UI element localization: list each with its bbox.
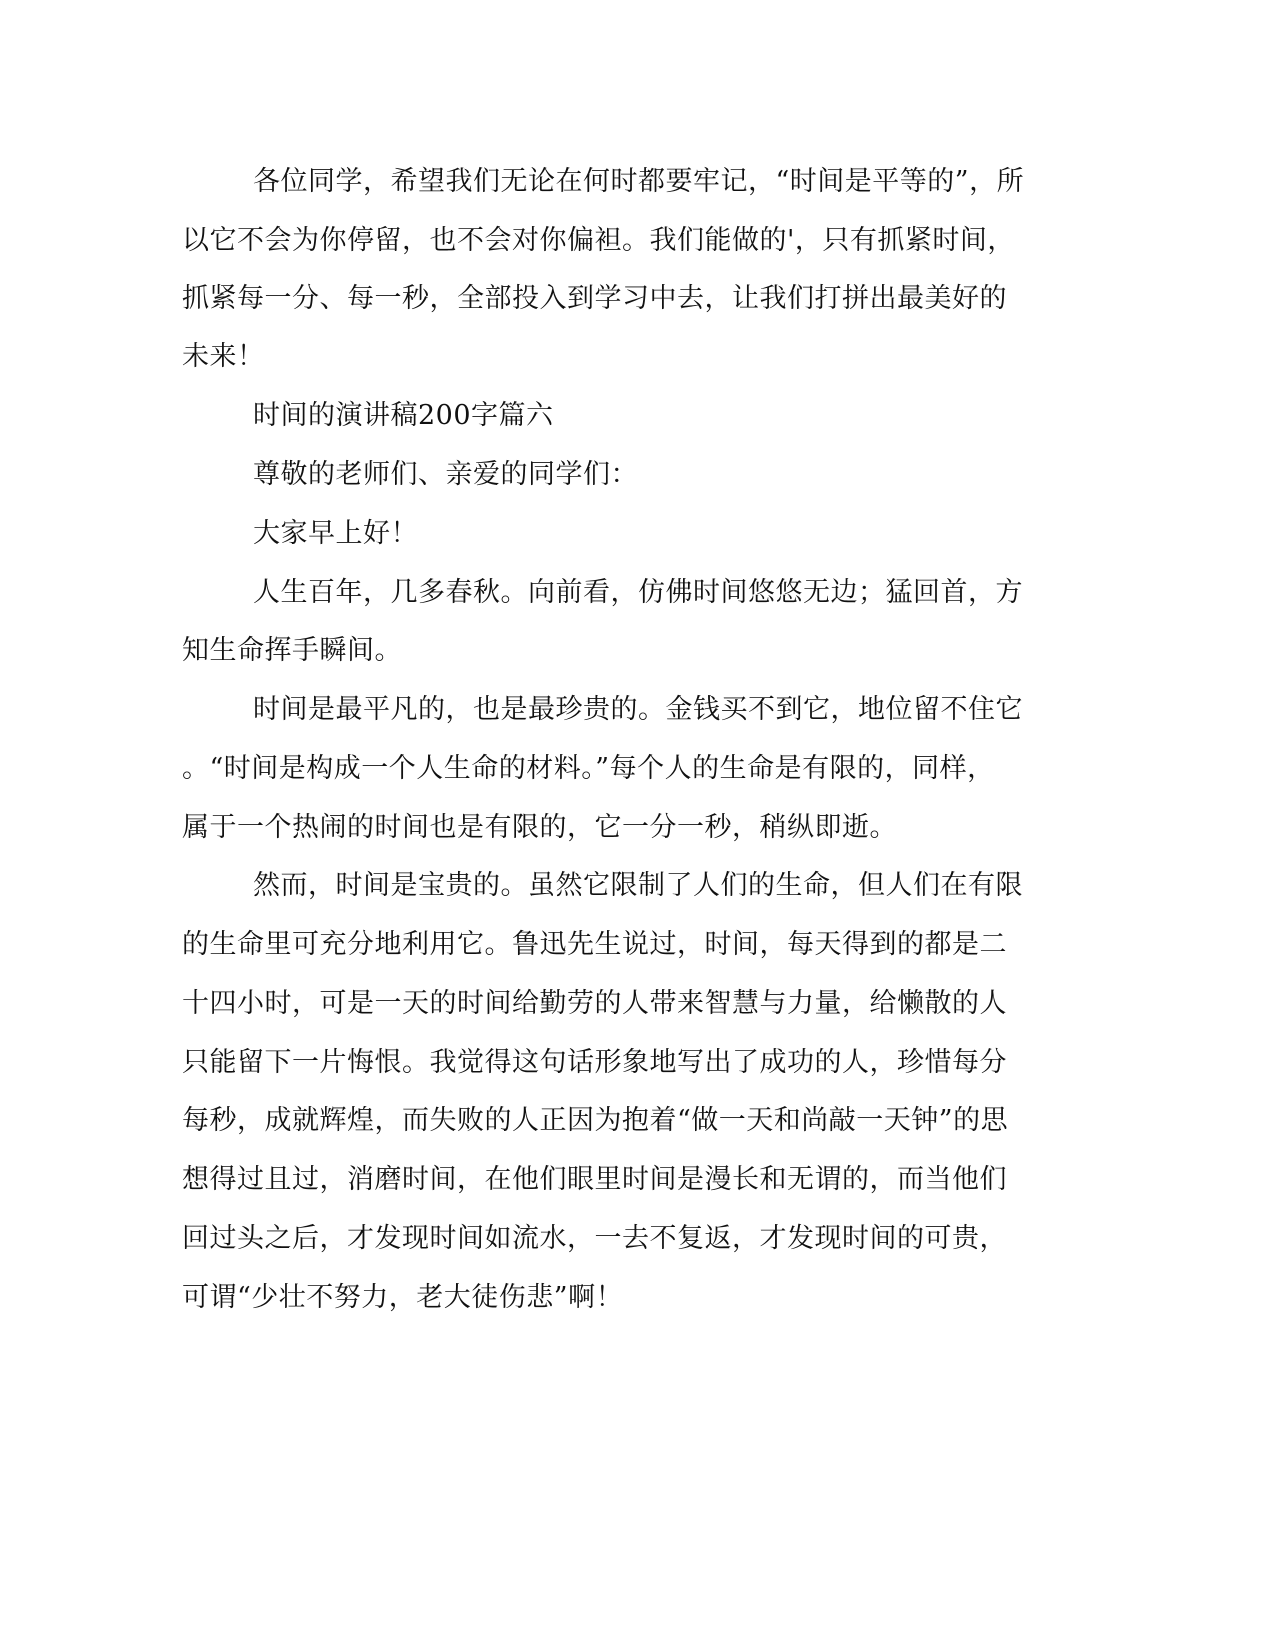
paragraph-line: 以它不会为你停留，也不会对你偏袒。我们能做的'，只有抓紧时间， — [182, 225, 1015, 256]
paragraph-line: 属于一个热闹的时间也是有限的，它一分一秒，稍纵即逝。 — [182, 812, 897, 843]
paragraph-line: 每秒，成就辉煌，而失败的人正因为抱着“做一天和尚敲一天钟”的思 — [182, 1105, 1009, 1136]
paragraph-line: 未来！ — [182, 341, 265, 372]
paragraph-line: 的生命里可充分地利用它。鲁迅先生说过，时间，每天得到的都是二 — [182, 929, 1007, 960]
greeting: 大家早上好！ — [253, 518, 418, 549]
paragraph-line: 人生百年，几多春秋。向前看，仿佛时间悠悠无边；猛回首，方 — [253, 577, 1023, 608]
paragraph-line: 可谓“少壮不努力，老大徒伤悲”啊！ — [182, 1282, 624, 1313]
paragraph-line: 十四小时，可是一天的时间给勤劳的人带来智慧与力量，给懒散的人 — [182, 988, 1007, 1019]
paragraph-line: 然而，时间是宝贵的。虽然它限制了人们的生命，但人们在有限 — [253, 870, 1023, 901]
paragraph-line: 想得过且过，消磨时间，在他们眼里时间是漫长和无谓的，而当他们 — [182, 1164, 1007, 1195]
paragraph-line: 回过头之后，才发现时间如流水，一去不复返，才发现时间的可贵， — [182, 1223, 1007, 1254]
paragraph-line: 抓紧每一分、每一秒，全部投入到学习中去，让我们打拼出最美好的 — [182, 283, 1007, 314]
paragraph-line: 时间是最平凡的，也是最珍贵的。金钱买不到它，地位留不住它 — [253, 694, 1023, 725]
paragraph-line: 知生命挥手瞬间。 — [182, 635, 402, 666]
paragraph-line: 各位同学，希望我们无论在何时都要牢记，“时间是平等的”，所 — [253, 166, 1025, 197]
paragraph-line: 只能留下一片悔恨。我觉得这句话形象地写出了成功的人，珍惜每分 — [182, 1047, 1007, 1078]
paragraph-line: 。“时间是构成一个人生命的材料。”每个人的生命是有限的，同样， — [182, 753, 995, 784]
salutation: 尊敬的老师们、亲爱的同学们： — [253, 459, 638, 490]
section-heading: 时间的演讲稿200字篇六 — [253, 400, 554, 431]
